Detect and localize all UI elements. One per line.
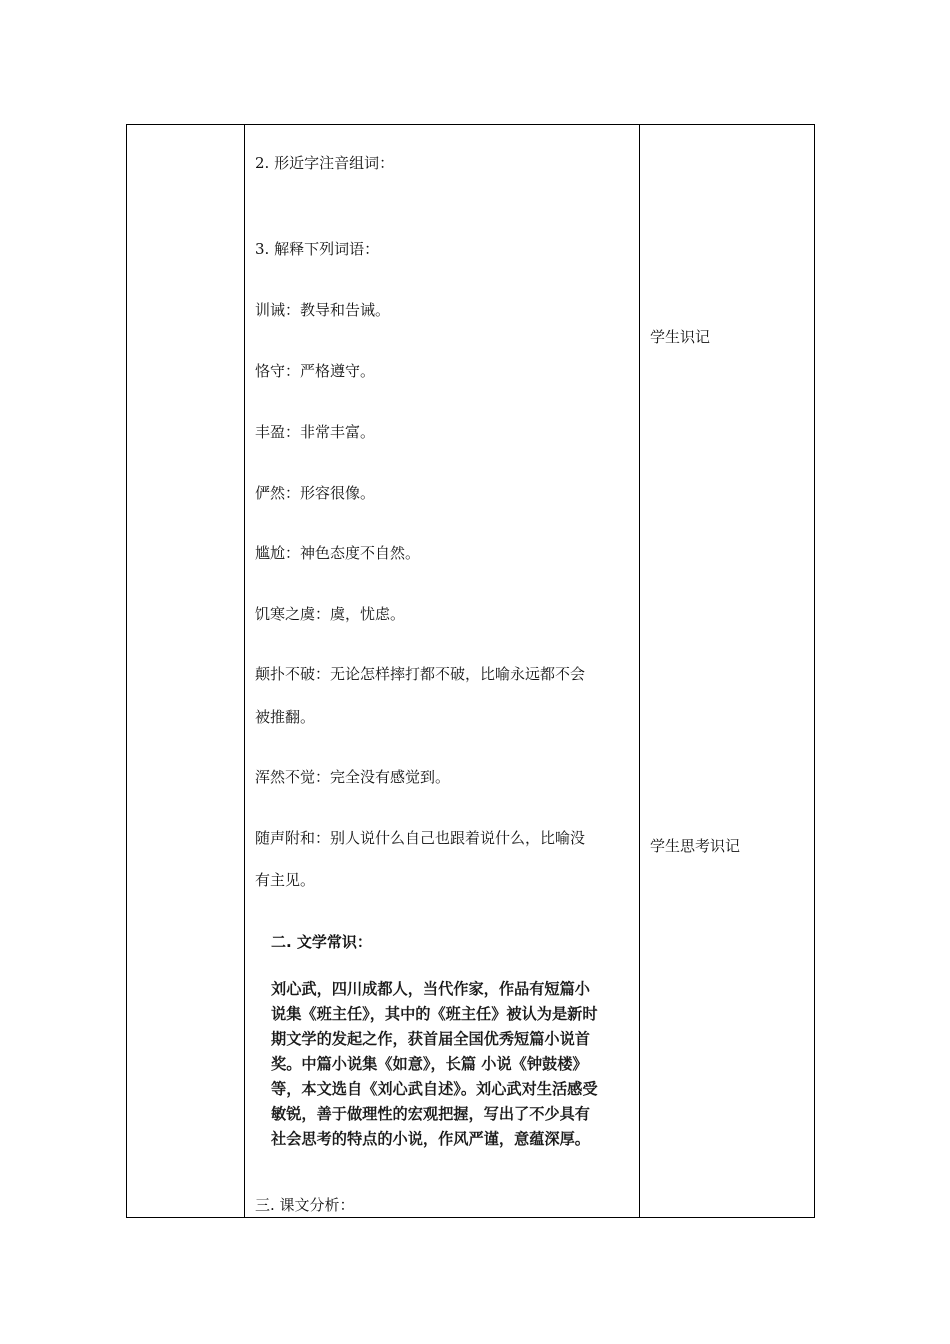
paragraph-line: 等，本文选自《刘心武自述》。刘心武对生活感受 bbox=[271, 1080, 598, 1098]
vocab-line: 颠扑不破：无论怎样摔打都不破，比喻永远都不会 bbox=[255, 665, 586, 683]
vocab-line-continued: 被推翻。 bbox=[255, 708, 316, 726]
vocab-line: 尴尬：神色态度不自然。 bbox=[255, 544, 421, 562]
vocab-line: 饥寒之虞：虞，忧虑。 bbox=[255, 605, 406, 623]
content-column bbox=[245, 125, 639, 1217]
notes-column bbox=[640, 125, 814, 1217]
student-note-think-memorize: 学生思考识记 bbox=[650, 837, 741, 855]
paragraph-line: 敏锐，善于做理性的宏观把握，写出了不少具有 bbox=[271, 1105, 590, 1123]
literary-knowledge-paragraph bbox=[271, 977, 637, 1152]
paragraph-line: 刘心武，四川成都人，当代作家，作品有短篇小 bbox=[271, 980, 590, 998]
item-2-homograph-title: 2. 形近字注音组词： bbox=[255, 154, 395, 172]
vocab-line: 恪守：严格遵守。 bbox=[255, 362, 376, 380]
vocab-line: 俨然：形容很像。 bbox=[255, 484, 376, 502]
section-3-heading: 三. 课文分析： bbox=[255, 1196, 355, 1214]
lesson-table bbox=[126, 124, 815, 1218]
paragraph-line: 社会思考的特点的小说，作风严谨，意蕴深厚。 bbox=[271, 1130, 590, 1148]
paragraph-line: 期文学的发起之作，获首届全国优秀短篇小说首 bbox=[271, 1030, 590, 1048]
vocab-line: 浑然不觉：完全没有感觉到。 bbox=[255, 768, 451, 786]
student-note-memorize: 学生识记 bbox=[650, 328, 711, 346]
vocab-line: 随声附和：别人说什么自己也跟着说什么，比喻没 bbox=[255, 829, 586, 847]
paragraph-line: 说集《班主任》，其中的《班主任》被认为是新时 bbox=[271, 1005, 598, 1023]
paragraph-line: 奖。中篇小说集《如意》，长篇 小说《钟鼓楼》 bbox=[271, 1055, 588, 1073]
vocab-line-continued: 有主见。 bbox=[255, 871, 316, 889]
item-3-vocab-title: 3. 解释下列词语： bbox=[255, 240, 380, 258]
section-2-heading: 二. 文学常识： bbox=[271, 933, 372, 951]
vocab-line: 丰盈：非常丰富。 bbox=[255, 423, 376, 441]
vocab-line: 训诫：教导和告诫。 bbox=[255, 301, 391, 319]
